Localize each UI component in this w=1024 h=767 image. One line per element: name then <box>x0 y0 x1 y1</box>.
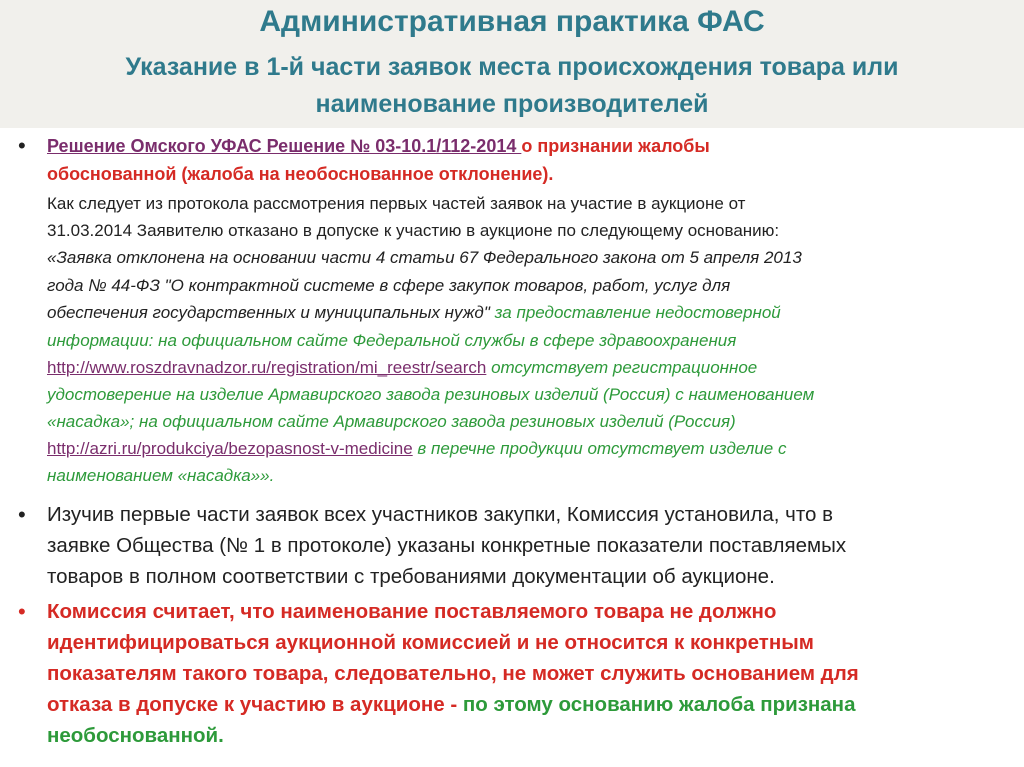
decision-verdict-cont: обоснованной (жалоба на необоснованное отклонение). <box>47 164 554 184</box>
conclusion-line-2: идентифицироваться аукционной комиссией и не относится к конкретным <box>47 631 814 654</box>
quote-line-8-b: в перечне продукции отсутствует изделие с <box>412 439 787 458</box>
decision-verdict: о признании жалобы <box>521 136 710 156</box>
commission-finding-line-3: товаров в полном соответствии с требованиями документации об аукционе. <box>47 565 775 588</box>
slide-subtitle <box>40 49 984 123</box>
conclusion-line-5: необоснованной. <box>47 724 224 747</box>
roszdravnadzor-link[interactable]: http://www.roszdravnadzor.ru/registration/mi_reestr/search <box>47 358 487 377</box>
slide-header <box>0 0 1024 128</box>
decision-reference: Решение Омского УФАС Решение № 03-10.1/112-2014 <box>47 136 522 156</box>
quote-line-3 <box>47 303 781 323</box>
protocol-text-line-2: 31.03.2014 Заявителю отказано в допуске к участию в аукционе по следующему основанию: <box>47 221 780 240</box>
quote-line-5 <box>47 358 757 378</box>
commission-finding-line-2: заявке Общества (№ 1 в протоколе) указаны конкретные показатели поставляемых <box>47 534 847 557</box>
quote-line-1: «Заявка отклонена на основании части 4 статьи 67 Федерального закона от 5 апреля 2013 <box>47 248 802 267</box>
commission-finding-line-1: Изучив первые части заявок всех участников закупки, Комиссия установила, что в <box>47 503 833 526</box>
protocol-text-line-1: Как следует из протокола рассмотрения первых частей заявок на участие в аукционе от <box>47 194 746 213</box>
subtitle-line-1: Указание в 1-й части заявок места происхождения товара или <box>125 53 899 81</box>
conclusion-line-4 <box>47 693 855 717</box>
quote-line-8 <box>47 439 786 459</box>
quote-line-2: года № 44-ФЗ "О контрактной системе в сфере закупок товаров, работ, услуг для <box>47 276 731 295</box>
bullet-marker-2: • <box>18 502 26 527</box>
quote-line-7: «насадка»; на официальном сайте Армавирского завода резиновых изделий (Россия) <box>47 412 736 431</box>
conclusion-line-3: показателям такого товара, следовательно, не может служить основанием для <box>47 662 859 685</box>
conclusion-line-1: Комиссия считает, что наименование поставляемого товара не должно <box>47 600 777 623</box>
quote-line-3-b: за предоставление недостоверной <box>489 303 781 322</box>
quote-line-4: информации: на официальном сайте Федеральной службы в сфере здравоохранения <box>47 331 737 350</box>
conclusion-line-4-a: отказа в допуске к участию в аукционе - <box>47 693 463 716</box>
bullet-marker-1: • <box>18 133 26 158</box>
quote-line-5-b: отсутствует регистрационное <box>486 358 758 377</box>
bullet-marker-3: • <box>18 599 26 624</box>
conclusion-line-4-b: по этому основанию жалоба признана <box>462 693 856 716</box>
quote-line-9: наименованием «насадка»». <box>47 466 275 485</box>
azri-link[interactable]: http://azri.ru/produkciya/bezopasnost-v-medicine <box>47 439 413 458</box>
decision-heading-line <box>47 136 710 157</box>
quote-line-6: удостоверение на изделие Армавирского завода резиновых изделий (Россия) с наименованием <box>47 385 815 404</box>
subtitle-line-2: наименование производителей <box>315 90 709 118</box>
quote-line-3-a: обеспечения государственных и муниципальных нужд" <box>47 303 490 322</box>
slide-title: Административная практика ФАС <box>259 5 765 38</box>
